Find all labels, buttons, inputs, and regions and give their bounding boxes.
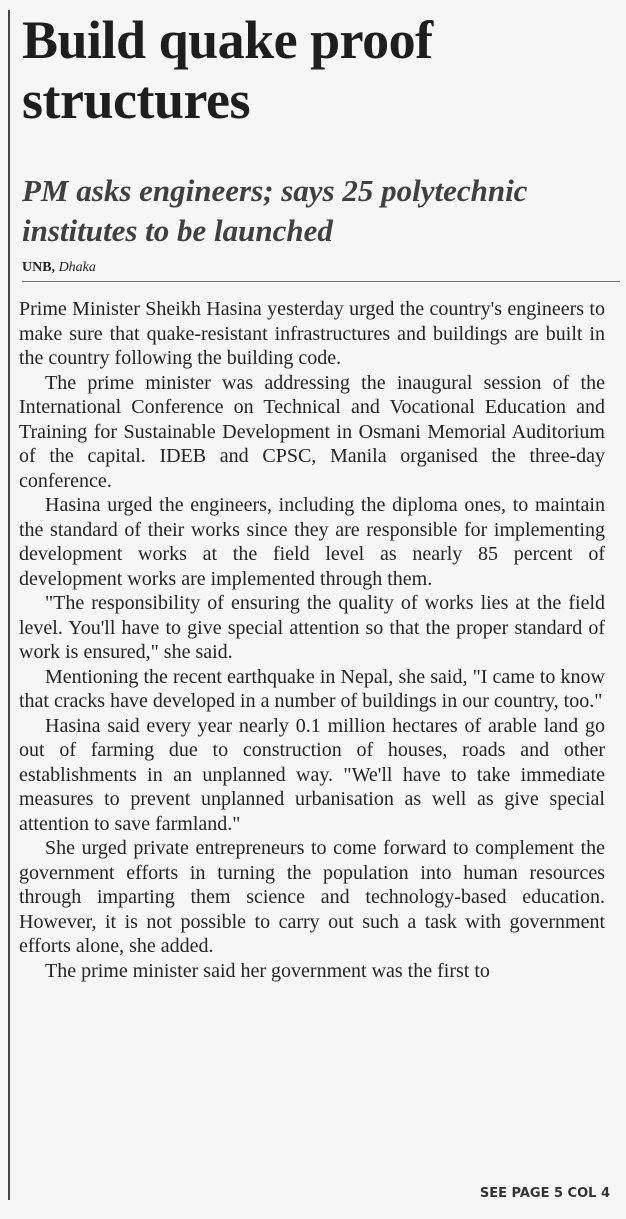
paragraph: "The responsibility of ensuring the quality of works lies at the field level. You'll have to give special attention so that the proper standard of work is ensured," she said. — [19, 592, 605, 663]
paragraph: The prime minister said her government was the first to — [45, 959, 490, 982]
paragraph: Mentioning the recent earthquake in Nepal, she said, "I came to know that cracks have developed in a number of buildings in our country, too." — [19, 665, 605, 712]
paragraph: She urged private entrepreneurs to come forward to complement the government efforts in turning the population into human resources through imparting them science and technology-based education. However, it is not possible to carry out such a task with government efforts alone, she added. — [19, 837, 605, 957]
byline-agency: UNB, — [22, 260, 56, 275]
paragraph: Prime Minister Sheikh Hasina yesterday urged the country's engineers to make sure that quake-resistant infrastructures and buildings are built in the country following the building code. — [19, 298, 605, 369]
headline: Build quake proof structures — [22, 10, 433, 130]
continuation-reference: SEE PAGE 5 COL 4 — [479, 1186, 610, 1201]
subheadline: PM asks engineers; says 25 polytechnic institutes to be launched — [22, 173, 528, 248]
paragraph: Hasina urged the engineers, including the diploma ones, to maintain the standard of their works since they are responsible for implementing development works at the field level as nearly 85 percent of development works are implemented through them. — [19, 494, 605, 590]
column-rule — [8, 10, 10, 1200]
paragraph: The prime minister was addressing the inaugural session of the International Conference on Technical and Vocational Education and Training for Sustainable Development in Osmani Memorial Auditorium of the capital. IDEB and CPSC, Manila organised the three-day conference. — [19, 371, 605, 492]
byline — [22, 259, 612, 277]
byline-divider — [22, 281, 620, 282]
article-body — [19, 297, 605, 983]
byline-location: Dhaka — [58, 260, 96, 275]
paragraph: Hasina said every year nearly 0.1 million hectares of arable land go out of farming due to construction of houses, roads and other establishments in an unplanned way. "We'll have to take immediate measures to prevent unplanned urbanisation as well as give special attention to save farmland." — [19, 714, 605, 835]
